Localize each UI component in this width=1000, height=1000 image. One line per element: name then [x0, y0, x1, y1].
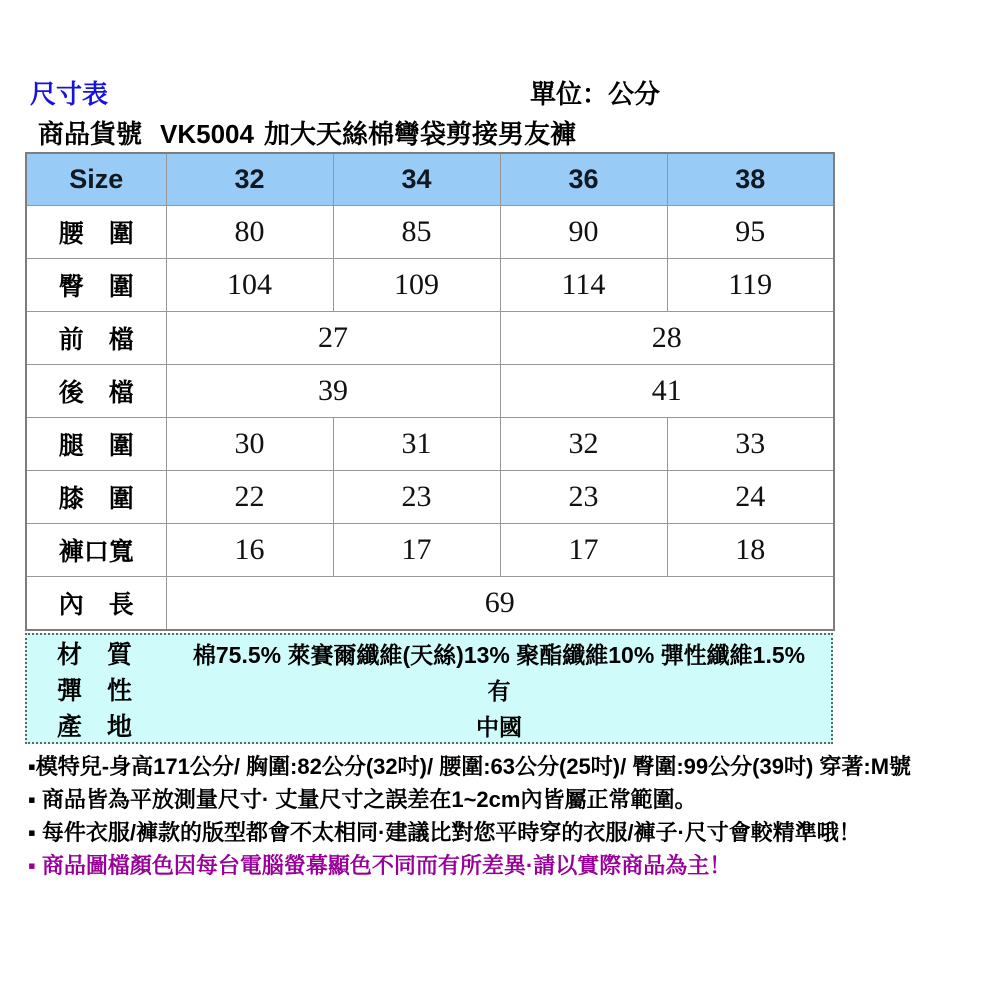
- cell-value: 17: [333, 524, 500, 577]
- info-row-origin: [27, 707, 831, 743]
- info-label: 彈 性: [57, 677, 133, 705]
- row-label: 後 檔: [26, 365, 166, 418]
- row-label: 腿 圍: [26, 418, 166, 471]
- info-value: 棉75.5% 萊賽爾纖維(天絲)13% 聚酯纖維10% 彈性纖維1.5%: [192, 641, 806, 668]
- cell-value: 114: [500, 259, 667, 312]
- cell-value: 16: [166, 524, 333, 577]
- info-label: 材 質: [57, 641, 133, 669]
- row-label: 褲口寬: [26, 524, 166, 577]
- info-row-elasticity: [27, 671, 831, 707]
- info-label: 產 地: [57, 713, 133, 741]
- size-table-header-row: [26, 153, 834, 206]
- cell-value: 80: [166, 206, 333, 259]
- size-table: [25, 152, 835, 631]
- cell-value: 119: [667, 259, 834, 312]
- table-row-front-rise: [26, 312, 834, 365]
- row-label: 膝 圍: [26, 471, 166, 524]
- table-row-hip: [26, 259, 834, 312]
- cell-value: 109: [333, 259, 500, 312]
- cell-value: 104: [166, 259, 333, 312]
- cell-value: 23: [500, 471, 667, 524]
- note-color-disclaimer: ▪ 商品圖檔顏色因每台電腦螢幕顯色不同而有所差異·請以實際商品為主！: [28, 853, 732, 878]
- info-value: 中國: [476, 713, 522, 740]
- cell-value: 33: [667, 418, 834, 471]
- row-label: 腰 圍: [26, 206, 166, 259]
- note-model-info: ▪模特兒-身高171公分/ 胸圍:82公分(32吋)/ 腰圍:63公分(25吋)/ 臀圍:99公分(39吋) 穿著:M號: [28, 754, 912, 779]
- product-line: [38, 114, 576, 151]
- cell-value: 24: [667, 471, 834, 524]
- unit-label: 單位：公分: [530, 79, 661, 109]
- table-row-waist: [26, 206, 834, 259]
- cell-value: 85: [333, 206, 500, 259]
- table-row-inseam: [26, 577, 834, 631]
- size-col-34: 34: [333, 153, 500, 206]
- row-label: 臀 圍: [26, 259, 166, 312]
- size-col-38: 38: [667, 153, 834, 206]
- info-value: 有: [487, 677, 511, 704]
- cell-value: 41: [500, 365, 834, 418]
- cell-value: 32: [500, 418, 667, 471]
- cell-value: 95: [667, 206, 834, 259]
- cell-value: 22: [166, 471, 333, 524]
- cell-value: 90: [500, 206, 667, 259]
- cell-value: 31: [333, 418, 500, 471]
- product-code-label: 商品貨號: [38, 119, 143, 149]
- size-col-36: 36: [500, 153, 667, 206]
- cell-value: 18: [667, 524, 834, 577]
- info-row-material: [27, 635, 831, 671]
- notes-section: [28, 750, 986, 882]
- cell-value: 27: [166, 312, 500, 365]
- row-label: 內 長: [26, 577, 166, 631]
- product-name: 加大天絲棉彎袋剪接男友褲: [263, 119, 576, 149]
- cell-value: 69: [166, 577, 834, 631]
- product-code: VK5004: [160, 119, 254, 149]
- cell-value: 28: [500, 312, 834, 365]
- cell-value: 17: [500, 524, 667, 577]
- material-info-box: [25, 633, 833, 744]
- page-title: 尺寸表: [30, 79, 109, 109]
- cell-value: 39: [166, 365, 500, 418]
- note-fit-advice: ▪ 每件衣服/褲款的版型都會不太相同·建議比對您平時穿的衣服/褲子·尺寸會較精準哦！: [28, 820, 861, 845]
- size-col-32: 32: [166, 153, 333, 206]
- cell-value: 23: [333, 471, 500, 524]
- table-row-back-rise: [26, 365, 834, 418]
- table-row-thigh: [26, 418, 834, 471]
- note-measurement-tolerance: ▪ 商品皆為平放測量尺寸· 丈量尺寸之誤差在1~2cm內皆屬正常範圍。: [28, 787, 697, 812]
- table-row-leg-opening: [26, 524, 834, 577]
- size-header-cell: Size: [26, 153, 166, 206]
- cell-value: 30: [166, 418, 333, 471]
- row-label: 前 檔: [26, 312, 166, 365]
- table-row-knee: [26, 471, 834, 524]
